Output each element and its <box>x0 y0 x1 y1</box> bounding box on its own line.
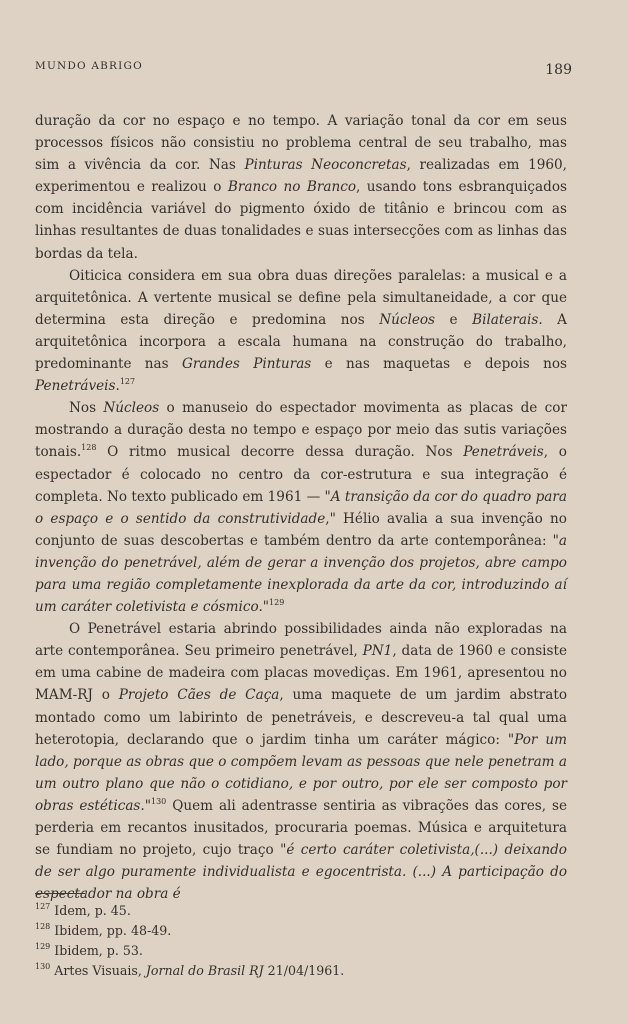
text-run: , o espectador é colocado no centro da cor-estrutura e sua integração é completa. No texto publicado em 1961 — <box>35 444 567 505</box>
italic-quote: "A transição da cor do quadro para o espaço e o sentido da construtividade <box>35 488 567 527</box>
footnote-text: Ibidem, pp. 48-49. <box>50 923 172 938</box>
footnote-number: 128 <box>35 922 51 931</box>
text-run: , uma maquete de um jardim abstrato montado como um labirinto de penetráveis, e descreveu-a tal qual uma heterotopia, declarando que o jardim tinha um caráter mágico: <box>35 687 567 748</box>
footnote <box>35 921 575 941</box>
italic-title: Penetráveis <box>35 378 116 395</box>
text-run: , realizadas em 1960, experimentou e realizou o <box>35 157 567 196</box>
paragraph-2 <box>35 265 567 398</box>
paragraph-1 <box>35 110 567 265</box>
footnote-ref: 127 <box>119 377 136 387</box>
text-run: e nas maquetas e depois nos <box>311 356 568 373</box>
italic-quote: "é certo caráter coletivista,(...) deixando de ser algo puramente individualista e egocentrista. (...) A participação do espectador na obra é <box>35 842 567 903</box>
page-number: 189 <box>545 62 572 78</box>
footnote-text: Idem, p. 45. <box>50 903 131 918</box>
italic-title: PN1 <box>362 643 393 660</box>
footnote <box>35 961 575 981</box>
footnotes <box>35 901 575 981</box>
footnote-divider <box>35 893 85 894</box>
paragraph-4 <box>35 618 567 905</box>
text-run: . <box>115 378 120 395</box>
text-run: Nos <box>69 400 104 417</box>
footnote-text: Ibidem, p. 53. <box>50 943 143 958</box>
footnote-number: 127 <box>35 902 51 911</box>
footnote <box>35 941 575 961</box>
footnote-text: 21/04/1961. <box>263 963 345 978</box>
italic-quote: "Por um lado, porque as obras que o compõem levam as pessoas que nele penetram a um outro plano que não o cotidiano, e por outro, por ele ser composto por obras estéticas. <box>35 731 567 814</box>
footnote-ref: 130 <box>151 796 167 806</box>
text-run: . A arquitetônica incorpora a escala humana na construção do trabalho, predominante nas <box>35 311 567 373</box>
italic-quote: "a invenção do penetrável, além de gerar a invenção dos projetos, abre campo para uma região completamente inexplorada da arte da cor, introduzindo aí um caráter coletivista e cósmico. <box>35 532 567 616</box>
italic-title: Penetráveis <box>463 444 544 461</box>
text-run: o manuseio do espectador movimenta as placas de cor mostrando a duração desta no tempo e espaço por meio das sutis variações tonais. <box>35 400 567 461</box>
text-run: Quem ali adentrasse sentiria as vibrações das cores, se perderia em recantos inusitados, procuraria poemas. Música e arquitetura se fundiam no projeto, cujo traço <box>35 797 567 859</box>
italic-title: Núcleos <box>379 311 436 328</box>
text-run: , usando tons esbranquiçados com incidência variável do pigmento óxido de titânio e brincou com as linhas resultantes de duas tonalidades e suas intersecções com as linhas das bordas da tela. <box>35 179 568 262</box>
italic-title: Branco no Branco <box>227 179 357 196</box>
text-run: O ritmo musical decorre dessa duração. Nos <box>96 444 464 461</box>
paragraph-3 <box>35 397 567 618</box>
italic-title: Núcleos <box>103 400 160 417</box>
italic-title: Grandes Pinturas <box>181 356 312 373</box>
footnote-ref: 128 <box>81 443 97 453</box>
footnote-number: 129 <box>35 942 51 951</box>
italic-title: Projeto Cães de Caça <box>118 687 280 704</box>
footnote-italic-source: Jornal do Brasil RJ <box>145 963 264 978</box>
footnote <box>35 901 575 921</box>
italic-title: Pinturas Neoconcretas <box>244 157 407 174</box>
italic-title: Bilaterais <box>472 311 539 328</box>
footnote-number: 130 <box>35 962 51 971</box>
running-head: MUNDO ABRIGO <box>35 60 143 72</box>
body-text <box>35 110 567 905</box>
text-run: Oiticica considera em sua obra duas direções paralelas: a musical e a arquitetônica. A vertente musical se define pela simultaneidade, a cor que determina esta direção e predomina nos <box>35 267 567 328</box>
text-run: ," Hélio avalia a sua invenção no conjunto de suas descobertas e também dentro da arte contemporânea: <box>35 510 567 549</box>
text-run: O Penetrável estaria abrindo possibilidades ainda não exploradas na arte contemporânea. Seu primeiro penetrável, <box>35 621 567 660</box>
text-run: e <box>435 311 473 328</box>
footnote-text: Artes Visuais, <box>50 963 146 978</box>
text-run: " <box>262 599 270 616</box>
text-run: duração da cor no espaço e no tempo. A variação tonal da cor em seus processos físicos não consistiu no problema central de seu trabalho, mas sim a vivência da cor. Nas <box>35 113 567 174</box>
footnote-ref: 129 <box>269 598 285 608</box>
text-run: " <box>144 797 151 814</box>
text-run: , data de 1960 e consiste em uma cabine de madeira com placas movediças. Em 1961, apresentou no MAM-RJ o <box>35 643 568 704</box>
